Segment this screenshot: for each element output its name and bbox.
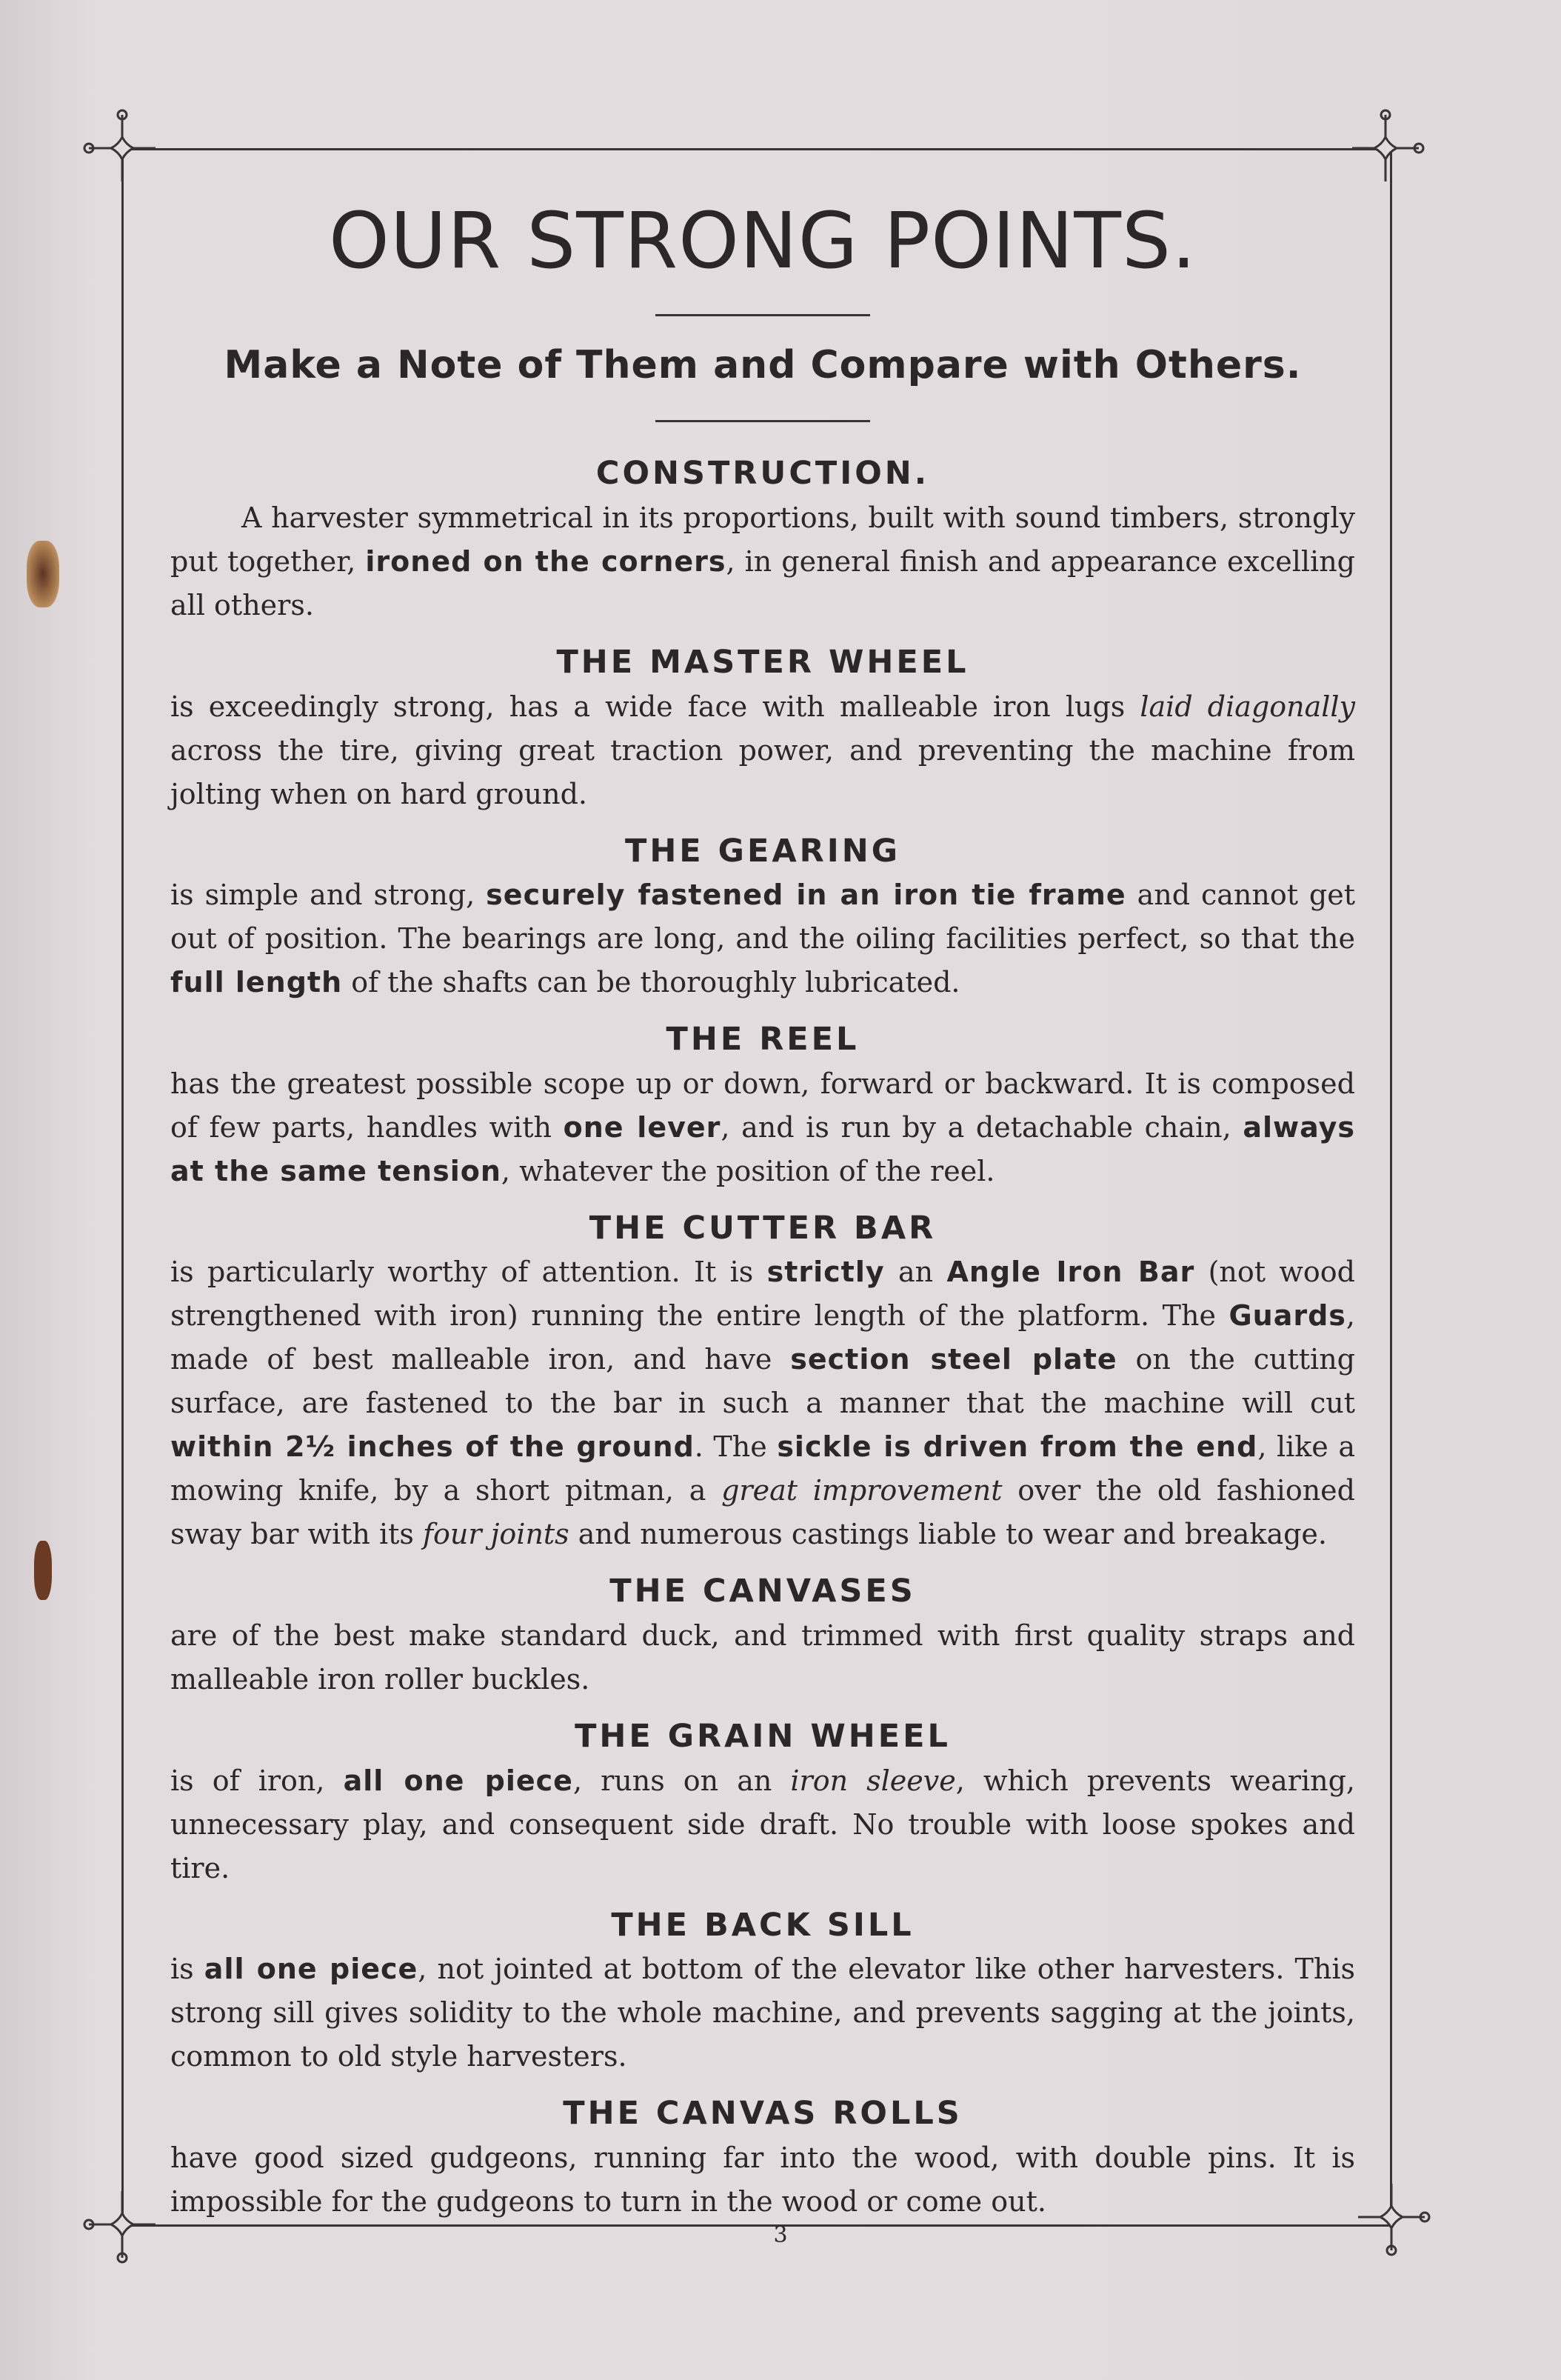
section-canvases xyxy=(170,1573,1355,1701)
section-reel xyxy=(170,1021,1355,1193)
section-heading: THE MASTER WHEEL xyxy=(556,643,969,681)
corner-ornament-top-right xyxy=(1345,107,1426,189)
rust-mark-top xyxy=(27,541,59,607)
section-text: is all one piece, not jointed at bottom of the elevator like other harvesters. This strong sill gives solidity to the whole machine, and prevents sagging at the joints, common to old style harvesters. xyxy=(170,1953,1356,2073)
page-title: OUR STRONG POINTS. xyxy=(328,196,1197,286)
section-text: is of iron, all one piece, runs on an iron sleeve, which prevents wearing, unnecessary play, and consequent side draft. No trouble with loose spokes and tire. xyxy=(170,1764,1355,1884)
section-heading: THE REEL xyxy=(666,1021,860,1059)
section-heading: THE GEARING xyxy=(624,832,900,870)
page-content xyxy=(170,196,1356,2240)
section-heading: THE CANVASES xyxy=(609,1573,916,1610)
section-text: is particularly worthy of attention. It is strictly an Angle Iron Bar (not wood strengthened with iron) running the entire length of the platform. The Guards, made of best malleable iron, and have section steel plate on the cutting surface, are fastened to the bar in such a manner that the machine will cut within 2½ inches of the ground. The sickle is driven from the end, like a mowing knife, by a short pitman, a great improvement over the old fashioned sway bar with its four joints and numerous castings liable to wear and breakage. xyxy=(170,1256,1356,1551)
section-heading: CONSTRUCTION. xyxy=(595,455,930,493)
section-heading: THE BACK SILL xyxy=(611,1906,915,1944)
section-text: have good sized gudgeons, running far into the wood, with double pins. It is impossible for the gudgeons to turn in the wood or come out. xyxy=(170,2141,1355,2218)
section-cutter-bar xyxy=(170,1210,1355,1557)
page-subtitle: Make a Note of Them and Compare with Others. xyxy=(224,343,1302,388)
section-text: are of the best make standard duck, and trimmed with first quality straps and malleable iron roller buckles. xyxy=(170,1619,1355,1696)
section-gearing xyxy=(170,833,1355,1005)
section-text: has the greatest possible scope up or down, forward or backward. It is composed of few parts, handles with one lever, and is run by a detachable chain, always at the same tension, whatever the position of the reel. xyxy=(170,1067,1355,1187)
section-master-wheel xyxy=(170,644,1355,816)
section-heading: THE CANVAS ROLLS xyxy=(563,2095,963,2133)
section-grain-wheel xyxy=(170,1718,1355,1890)
section-text: is exceedingly strong, has a wide face with malleable iron lugs laid diagonally across the tire, giving great traction power, and preventing the machine from jolting when on hard ground. xyxy=(170,690,1355,810)
section-text: A harvester symmetrical in its proportions, built with sound timbers, strongly put together, ironed on the corners, in general finish and appearance excelling all others. xyxy=(170,501,1356,621)
section-text: is simple and strong, securely fastened in an iron tie frame and cannot get out of position. The bearings are long, and the oiling facilities perfect, so that the full length of the shafts can be thoroughly lubricated. xyxy=(170,879,1355,999)
title-rule xyxy=(655,314,870,316)
rust-mark-bottom xyxy=(34,1541,52,1600)
section-construction xyxy=(170,455,1355,627)
section-back-sill xyxy=(170,1907,1355,2079)
section-heading: THE CUTTER BAR xyxy=(589,1209,937,1247)
page-number: 3 xyxy=(773,2222,788,2248)
corner-ornament-top-left xyxy=(81,107,163,189)
subtitle-rule xyxy=(655,420,870,422)
section-heading: THE GRAIN WHEEL xyxy=(575,1717,951,1755)
section-canvas-rolls xyxy=(170,2095,1355,2224)
